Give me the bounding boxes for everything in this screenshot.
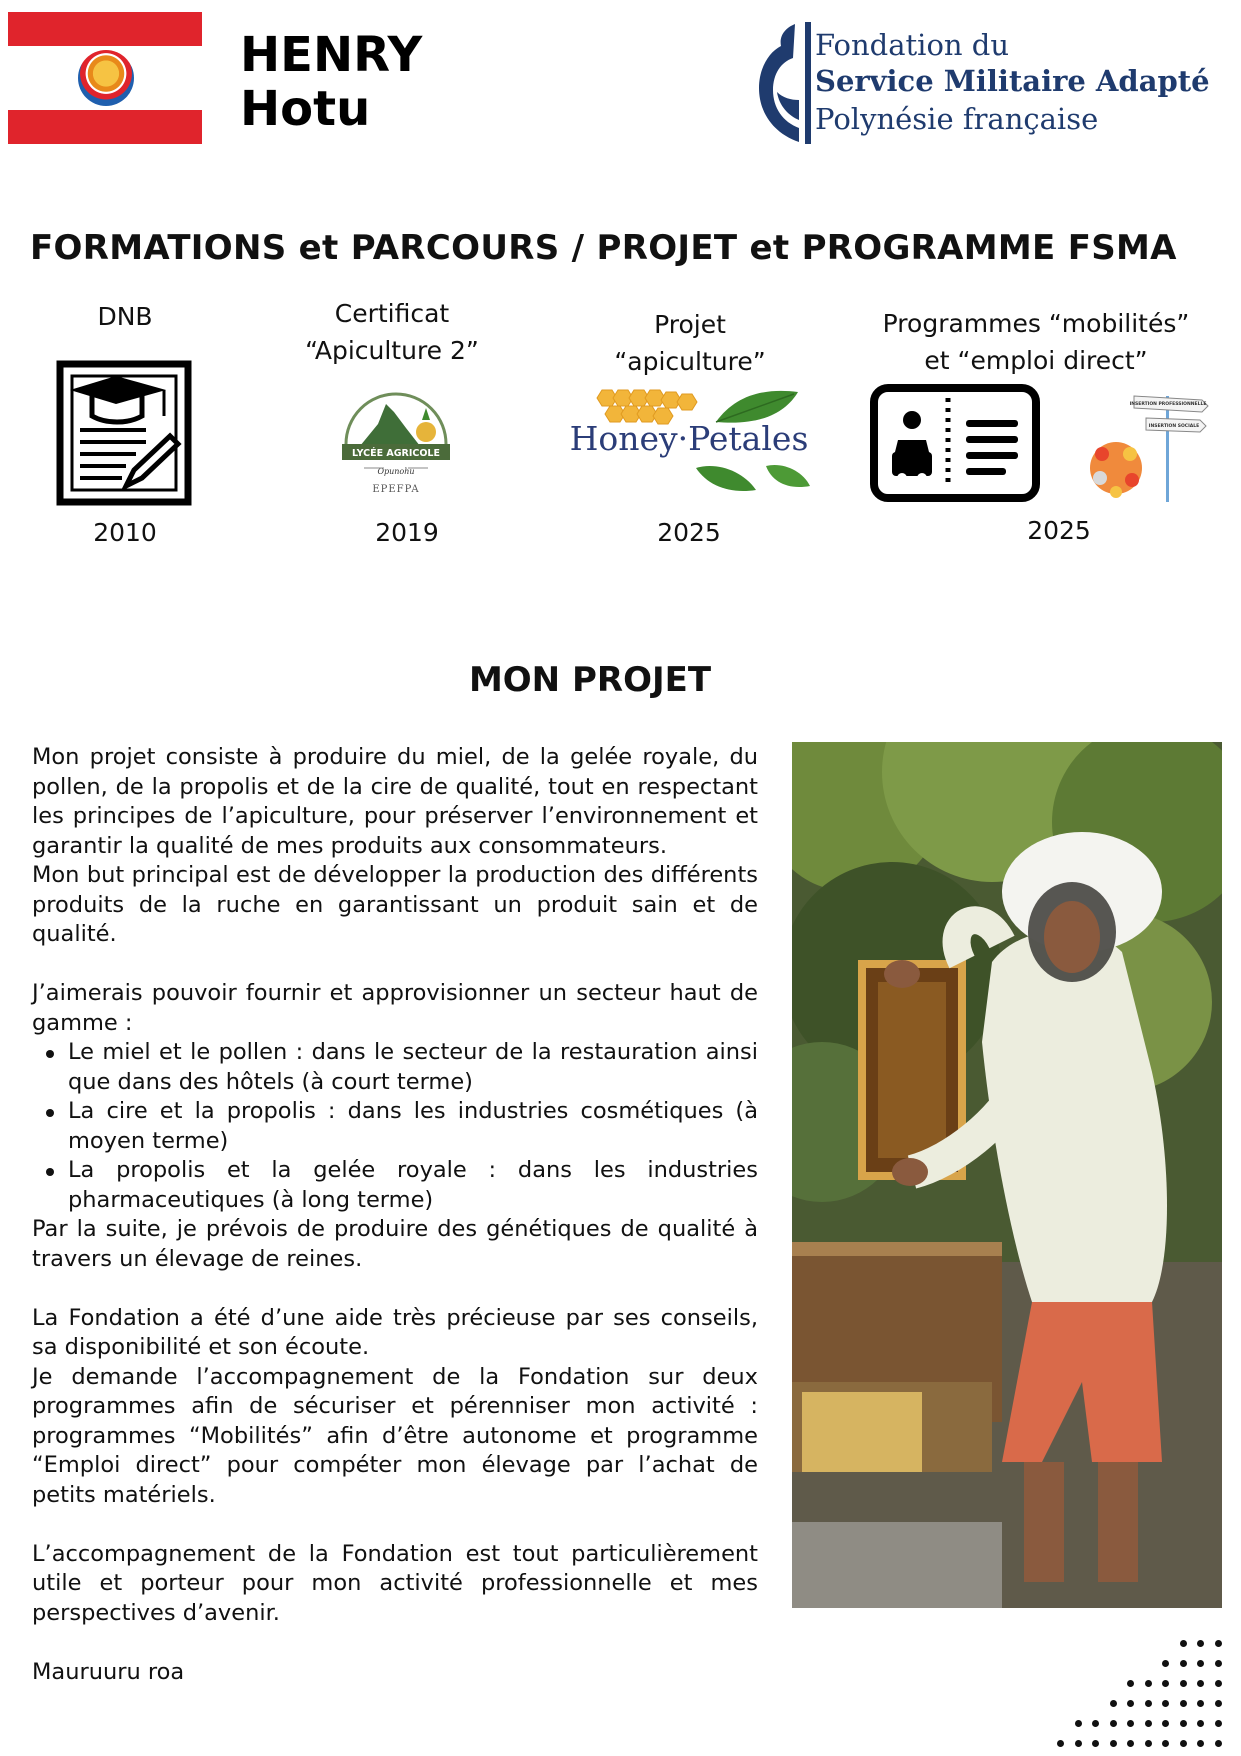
project-paragraph-2: Mon but principal est de développer la production des différents produits de la ruche en garantissant un produit sain et de qualité. [32,862,758,947]
spacer [32,1510,758,1540]
formation-label-line: et “emploi direct” [924,346,1148,375]
decorative-dot [1162,1660,1169,1667]
flag-red-band-bottom [8,110,202,144]
project-paragraph-6: Je demande l’accompagnement de la Fondation sur deux programmes afin de sécuriser et pérenniser mon activité : programmes “Mobilités” afin d’être autonome et programme “Emploi direct” pour compéter mon élevage par l’achat de petits matériels. [32,1363,758,1508]
decorative-dot [1197,1740,1204,1747]
formation-label-line: “apiculture” [614,347,766,376]
formation-year-2025-projet: 2025 [657,518,721,547]
decorative-dot [1180,1680,1187,1687]
list-item-text: La cire et la propolis : dans les industries cosmétiques (à moyen terme) [68,1098,758,1154]
formation-year-2025-programmes: 2025 [1027,516,1091,545]
spacer [32,950,758,980]
project-paragraph-4: Par la suite, je prévois de produire des génétiques de qualité à travers un élevage de reines. [32,1216,758,1272]
formation-year-2019: 2019 [375,518,439,547]
decorative-dot [1180,1660,1187,1667]
decorative-dot [1145,1680,1152,1687]
project-paragraph-7: L’accompagnement de la Fondation est tout particulièrement utile et porteur pour mon activité professionnelle et mes perspectives d’avenir. [32,1540,758,1626]
closing-text: Mauruuru roa [32,1658,185,1685]
formation-year-2010: 2010 [93,518,157,547]
list-item-text: Le miel et le pollen : dans le secteur de la restauration ainsi que dans des hôtels (à court terme) [68,1039,758,1095]
fsma-logo [755,18,1225,148]
beekeeper-photo [792,742,1222,1608]
decorative-dot [1075,1720,1082,1727]
french-polynesia-flag [0,8,212,152]
formation-label-line: Programmes “mobilités” [882,309,1190,338]
lycee-logo-text: LYCÉE AGRICOLE [352,448,440,459]
decorative-dot [1127,1720,1134,1727]
honey-petales-text: Honey·Petales [569,419,809,458]
formation-projet-label [580,306,800,380]
decorative-dot [1180,1700,1187,1707]
lycee-agricole-logo [334,384,458,500]
decorative-dot [1197,1720,1204,1727]
decorative-dot [1197,1700,1204,1707]
flag-red-band-top [8,12,202,46]
project-paragraph-1: Mon projet consiste à produire du miel, de la gelée royale, du pollen, de la propolis et de la cire de qualité, tout en respectant les principes de l’apiculture, pour préserver l’environnement et garantir la qualité de mes produits aux consommateurs. [32,744,758,859]
decorative-dot [1215,1740,1222,1747]
spacer [32,1274,758,1304]
decorative-dot [1110,1720,1117,1727]
decorative-dot [1145,1720,1152,1727]
decorative-dot [1127,1700,1134,1707]
lycee-logo-sub: Opunohu [377,467,415,476]
fsma-emblem-icon [755,18,815,148]
diploma-icon [56,360,196,508]
formations-title: FORMATIONS et PARCOURS / PROJET et PROGRAMME FSMA [30,228,1177,268]
decorative-dot [1110,1740,1117,1747]
decorative-dot [1127,1740,1134,1747]
flag-emblem-icon [78,50,134,106]
formation-label-line: Certificat [334,299,450,328]
list-item [32,1097,758,1156]
decorative-dot [1145,1740,1152,1747]
bullet-icon [46,1109,54,1117]
project-paragraph-3: J’aimerais pouvoir fournir et approvisionner un secteur haut de gamme : [32,980,758,1036]
project-title: MON PROJET [468,660,712,700]
decorative-dot [1057,1740,1064,1747]
person-name [240,28,422,136]
logo-line-3: Polynésie française [815,102,1099,136]
formation-programmes-label [866,305,1206,379]
decorative-dot [1075,1740,1082,1747]
project-text [32,743,758,1687]
honey-petales-logo [566,386,812,498]
decorative-dot [1197,1660,1204,1667]
formation-label-line: “Apiculture 2” [305,336,479,365]
sign-text-2: INSERTION SOCIALE [1148,424,1200,429]
formation-dnb-label [60,298,190,335]
formation-certificat-label [282,295,502,369]
last-name: HENRY [240,27,423,83]
decorative-dot [1180,1720,1187,1727]
lycee-logo-sub2: EPEFPA [372,484,420,495]
decorative-dot [1145,1700,1152,1707]
logo-line-1: Fondation du [815,28,1010,62]
decorative-dot [1180,1740,1187,1747]
decorative-dot [1180,1640,1187,1647]
decorative-dot [1110,1700,1117,1707]
list-item-text: La propolis et la gelée royale : dans les industries pharmaceutiques (à long terme) [68,1157,758,1213]
decorative-dot [1215,1720,1222,1727]
formation-label-line: Projet [654,310,726,339]
decorative-dot [1162,1720,1169,1727]
decorative-dot [1162,1740,1169,1747]
first-name: Hotu [240,81,371,137]
sign-text-1: INSERTION PROFESSIONNELLE [1129,402,1207,407]
decorative-dot [1215,1660,1222,1667]
bullet-icon [46,1168,54,1176]
list-item [32,1156,758,1215]
logo-line-2: Service Militaire Adapté [815,64,1210,98]
decorative-dot [1215,1640,1222,1647]
insertion-signpost-icon [1084,392,1210,504]
decorative-dot [1162,1700,1169,1707]
decorative-dot [1092,1740,1099,1747]
decorative-dot [1215,1700,1222,1707]
decorative-dot [1127,1680,1134,1687]
formation-label-line: DNB [97,302,153,331]
decorative-dot [1197,1640,1204,1647]
decorative-dot [1197,1680,1204,1687]
decorative-dot [1215,1680,1222,1687]
spacer [32,1628,758,1658]
project-paragraph-5: La Fondation a été d’une aide très précieuse par ses conseils, sa disponibilité et son écoute. [32,1304,758,1360]
decorative-dot [1092,1720,1099,1727]
list-item [32,1038,758,1097]
project-bullet-list [32,1038,758,1215]
bullet-icon [46,1050,54,1058]
license-card-icon [868,382,1042,504]
decorative-dot [1162,1680,1169,1687]
